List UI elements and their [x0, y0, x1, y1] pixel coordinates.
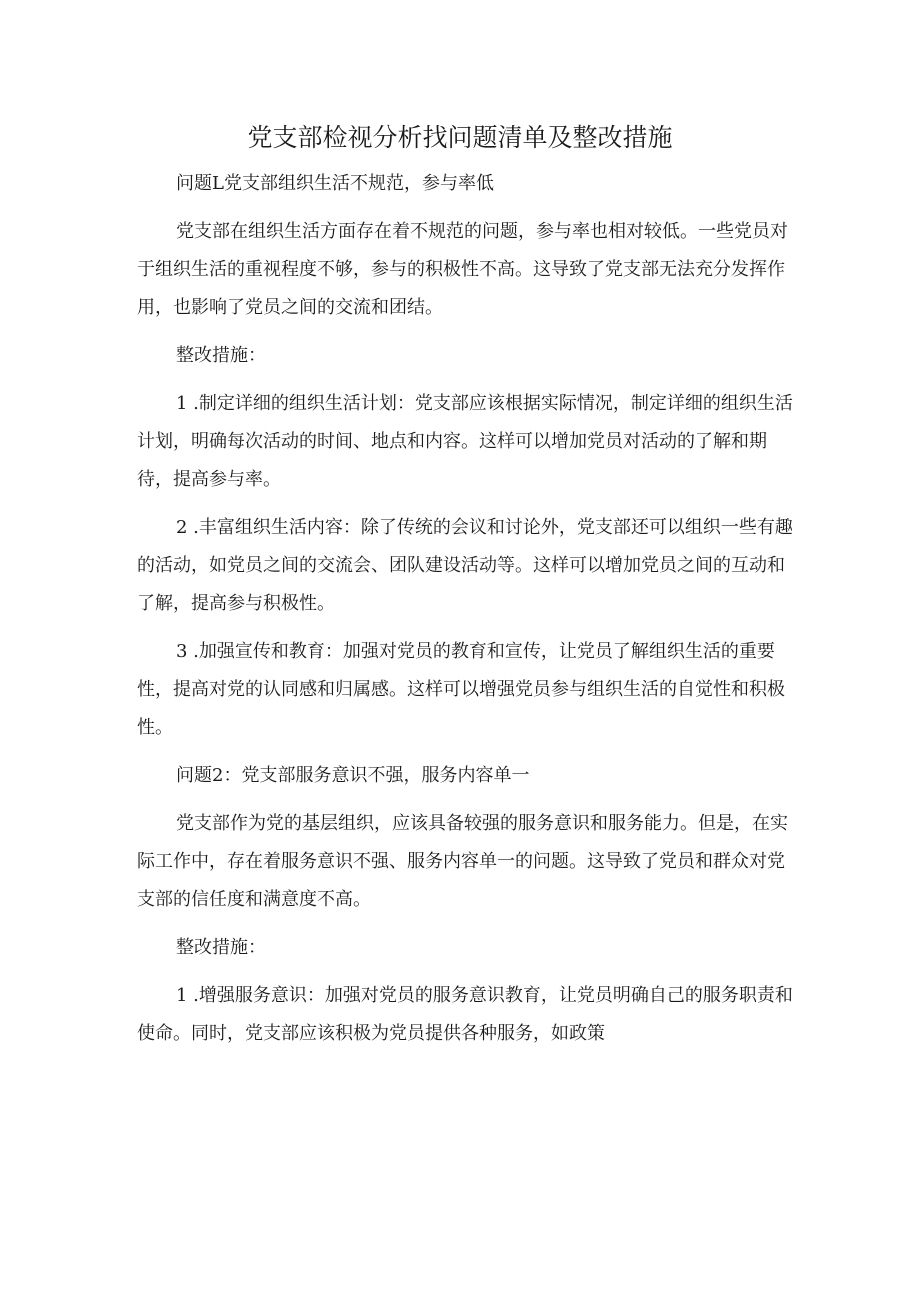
- problem-1-measures-label: 整改措施：: [176, 345, 266, 366]
- problem-2-measure-1: 1 .增强服务意识：加强对党员的服务意识教育，让党员明确自己的服务职责和使命。同时，党支部应该积极为党员提供各种服务，如政策: [137, 985, 793, 1044]
- document-title: 党支部检视分析找问题清单及整改措施: [247, 123, 673, 152]
- problem-1-description: 党支部在组织生活方面存在着不规范的问题，参与率也相对较低。一些党员对于组织生活的重视程度不够，参与的积极性不高。这导致了党支部无法充分发挥作用，也影响了党员之间的交流和团结。: [137, 221, 788, 318]
- problem-2-heading: 问题2：党支部服务意识不强，服务内容单一: [176, 765, 530, 786]
- document-body: [137, 165, 793, 1063]
- problem-1-measure-1: 1 .制定详细的组织生活计划：党支部应该根据实际情况，制定详细的组织生活计划，明确每次活动的时间、地点和内容。这样可以增加党员对活动的了解和期待，提高参与率。: [137, 393, 793, 490]
- problem-2-measures-label: 整改措施：: [176, 937, 266, 958]
- problem-2-description: 党支部作为党的基层组织，应该具备较强的服务意识和服务能力。但是，在实际工作中，存在着服务意识不强、服务内容单一的问题。这导致了党员和群众对党支部的信任度和满意度不高。: [137, 813, 788, 910]
- problem-1-measure-3: 3 .加强宣传和教育：加强对党员的教育和宣传，让党员了解组织生活的重要性，提高对党的认同感和归属感。这样可以增强党员参与组织生活的自觉性和积极性。: [137, 641, 785, 738]
- problem-1-measure-2: 2 .丰富组织生活内容：除了传统的会议和讨论外，党支部还可以组织一些有趣的活动，如党员之间的交流会、团队建设活动等。这样可以增加党员之间的互动和了解，提高参与积极性。: [137, 517, 793, 614]
- problem-1-heading: 问题L党支部组织生活不规范，参与率低: [176, 173, 494, 194]
